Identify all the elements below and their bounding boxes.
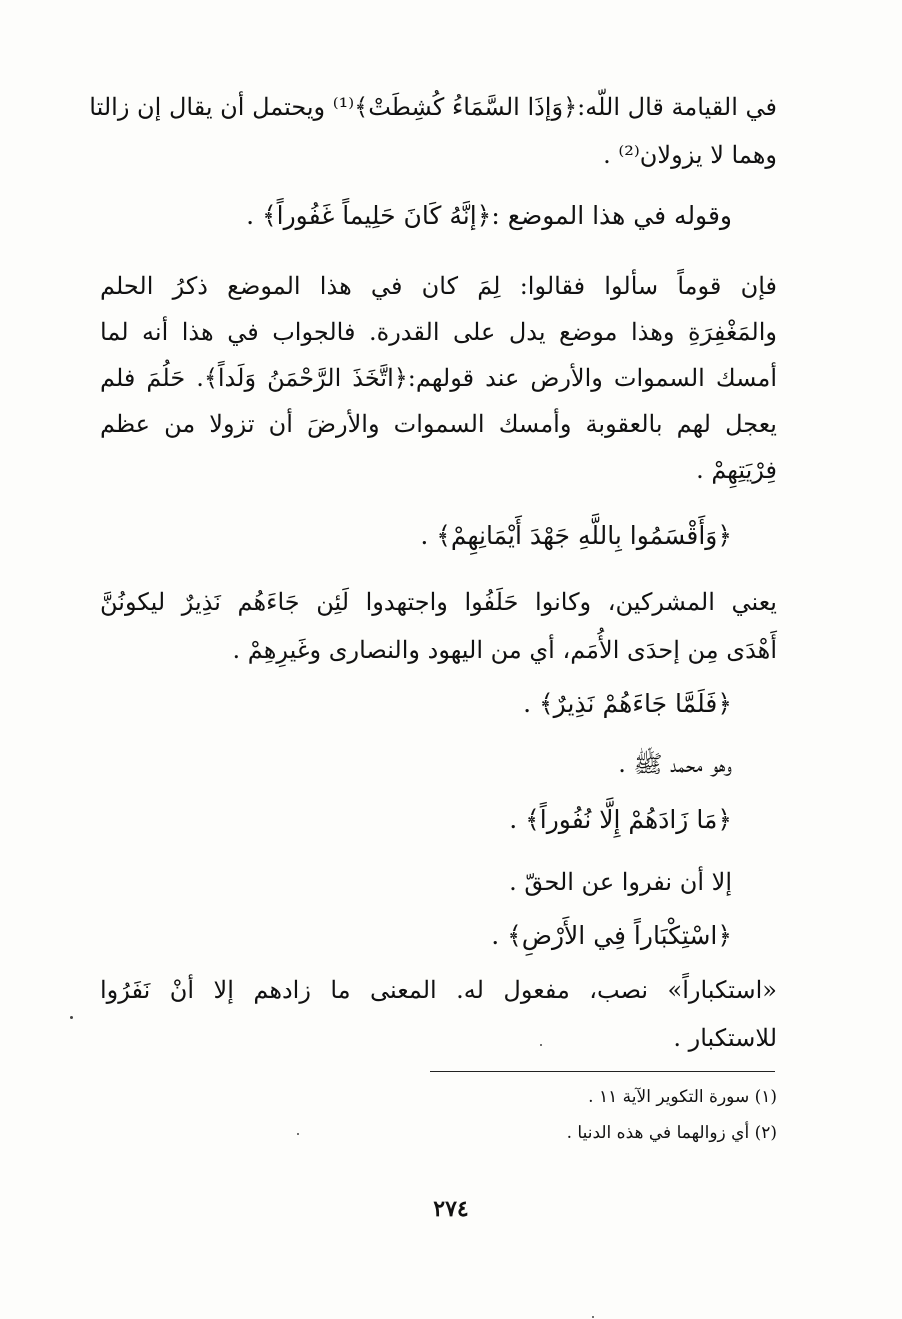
text-line-3: وقوله في هذا الموضع :﴿إنَّهُ كَانَ حَلِيماً غَفُوراً﴾ . xyxy=(246,201,732,230)
text-line-5: والمَغْفِرَةِ وهذا موضع يدل على القدرة. فالجواب في هذا أنه لما xyxy=(100,318,778,346)
text-line-1: في القيامة قال اللّه:﴿وَإذَا السَّمَاءُ كُشِطَتْ﴾⁽¹⁾ ويحتمل أن يقال إن زالتا xyxy=(89,93,777,121)
text-line-13: وهو محمد ﷺ . xyxy=(618,750,732,778)
text-line-11: أَهْدَى مِن إحدَى الأُمَم، أي من اليهود والنصارى وغَيرِهِمْ . xyxy=(232,636,777,664)
scan-speck xyxy=(540,1044,542,1046)
text-line-16: ﴿اسْتِكْبَاراً فِي الأَرْضِ﴾ . xyxy=(491,921,732,950)
text-line-15: إلا أن نفروا عن الحقّ . xyxy=(509,868,732,896)
text-line-2: وهما لا يزولان⁽²⁾ . xyxy=(603,141,777,169)
scan-speck xyxy=(592,1316,594,1318)
page-number: ٢٧٤ xyxy=(433,1196,469,1222)
text-line-8: فِرْيَتِهِمْ . xyxy=(696,456,777,484)
footnote-divider xyxy=(430,1071,775,1072)
scan-speck xyxy=(297,1133,299,1135)
text-line-17: «استكباراً» نصب، مفعول له. المعنى ما زادهم إلا أنْ نَفَرُوا xyxy=(100,976,777,1004)
scan-speck xyxy=(70,1016,73,1019)
text-line-18: للاستكبار . xyxy=(673,1024,777,1052)
text-line-9: ﴿وَأَقْسَمُوا بِاللَّهِ جَهْدَ أَيْمَانِهِمْ﴾ . xyxy=(420,521,732,550)
text-line-4: فإن قوماً سألوا فقالوا: لِمَ كان في هذا الموضع ذكرُ الحلم xyxy=(100,272,777,300)
footnote-2: (٢) أي زوالهما في هذه الدنيا . xyxy=(566,1123,777,1143)
footnote-1: (١) سورة التكوير الآية ١١ . xyxy=(588,1087,777,1107)
text-line-7: يعجل لهم بالعقوبة وأمسك السموات والأرضَ أن تزولا من عظم xyxy=(100,410,777,438)
text-line-14: ﴿مَا زَادَهُمْ إِلَّا نُفُوراً﴾ . xyxy=(509,805,732,834)
text-line-6: أمسك السموات والأرض عند قولهم:﴿اتَّخَذَ الرَّحْمَنُ وَلَداً﴾. حَلُمَ فلم xyxy=(100,364,777,392)
text-line-12: ﴿فَلَمَّا جَاءَهُمْ نَذِيرٌ﴾ . xyxy=(523,689,732,718)
text-line-10: يعني المشركين، وكانوا حَلَفُوا واجتهدوا لَئِن جَاءَهُم نَذِيرٌ ليكونُنَّ xyxy=(100,588,777,616)
